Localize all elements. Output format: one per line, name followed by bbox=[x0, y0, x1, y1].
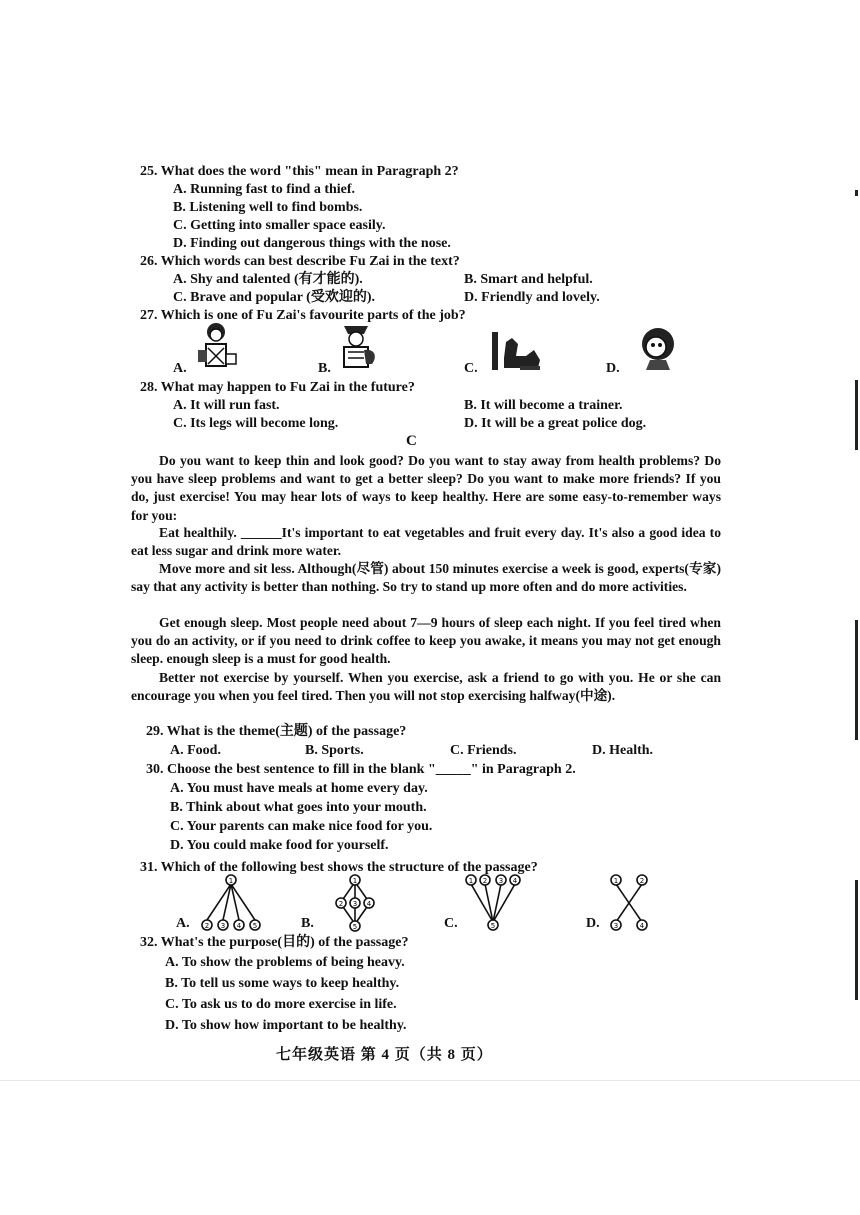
structure-diagram-a bbox=[198, 874, 264, 932]
diagram-node-label: 5 bbox=[352, 923, 358, 931]
passage-paragraph-1-text: Do you want to keep thin and look good? Do you want to stay away from health problems? Do you have sleep problems and want to get a better sleep? Do you want to make more friends? If you do, just exercise! You may hear lots of ways to keep healthy. Here are some easy-to-remember ways for you: bbox=[131, 453, 721, 523]
diagram-node-label: 4 bbox=[639, 922, 645, 930]
question-31-option-c: C. bbox=[444, 916, 458, 931]
question-29-option-d: D. Health. bbox=[592, 743, 654, 758]
question-25-option-b: B. Listening well to find bombs. bbox=[173, 200, 363, 215]
diagram-node-label: 3 bbox=[498, 877, 504, 885]
question-30-option-b: B. Think about what goes into your mouth. bbox=[170, 800, 427, 815]
passage-paragraph-3-text: Move more and sit less. Although(尽管) about 150 minutes exercise a week is good, experts(专家) say that any activity is better than nothing. So try to stand up more often and do more activities. bbox=[131, 561, 721, 595]
question-31-stem: 31. Which of the following best shows the structure of the passage? bbox=[140, 860, 538, 875]
diagram-node-label: 2 bbox=[338, 900, 344, 908]
diagram-node-label: 1 bbox=[613, 877, 619, 885]
section-heading: C bbox=[406, 433, 417, 449]
scan-edge-mark bbox=[855, 380, 858, 450]
question-26-stem: 26. Which words can best describe Fu Zai in the text? bbox=[140, 254, 460, 269]
diagram-node-label: 4 bbox=[366, 900, 372, 908]
question-29-option-c: C. Friends. bbox=[450, 743, 517, 758]
person-cartoon-icon bbox=[196, 320, 238, 372]
question-25-option-a: A. Running fast to find a thief. bbox=[173, 182, 356, 197]
passage-paragraph-5 bbox=[131, 669, 721, 705]
question-28-option-a: A. It will run fast. bbox=[173, 398, 280, 413]
diagram-node-label: 3 bbox=[352, 900, 358, 908]
passage-paragraph-3 bbox=[131, 560, 721, 596]
question-32-option-b: B. To tell us some ways to keep healthy. bbox=[165, 976, 400, 991]
diagram-node-label: 5 bbox=[252, 922, 258, 930]
passage-paragraph-2-text: Eat healthily. ______It's important to eat vegetables and fruit every day. It's also a good idea to eat less sugar and drink more water. bbox=[131, 525, 721, 559]
question-26-option-d: D. Friendly and lovely. bbox=[464, 290, 600, 305]
question-26-option-c: C. Brave and popular (受欢迎的). bbox=[173, 290, 375, 305]
question-27-option-d: D. bbox=[606, 361, 620, 376]
question-25-stem: 25. What does the word "this" mean in Paragraph 2? bbox=[140, 164, 459, 179]
passage-paragraph-4 bbox=[131, 614, 721, 669]
question-28-option-b: B. It will become a trainer. bbox=[464, 398, 623, 413]
question-30-option-c: C. Your parents can make nice food for you. bbox=[170, 819, 433, 834]
question-27-option-b: B. bbox=[318, 361, 331, 376]
question-31-option-a: A. bbox=[176, 916, 190, 931]
diagram-node-label: 4 bbox=[512, 877, 518, 885]
person-with-dog-icon bbox=[334, 322, 378, 372]
question-27-stem: 27. Which is one of Fu Zai's favourite parts of the job? bbox=[140, 308, 466, 323]
scan-divider bbox=[0, 1080, 860, 1081]
passage-paragraph-2 bbox=[131, 524, 721, 560]
scan-edge-mark bbox=[855, 620, 858, 740]
diagram-node-label: 3 bbox=[613, 922, 619, 930]
structure-diagram-c bbox=[464, 874, 522, 932]
question-32-option-d: D. To show how important to be healthy. bbox=[165, 1018, 407, 1033]
dog-scene-icon bbox=[490, 332, 542, 372]
structure-diagram-b bbox=[330, 874, 380, 932]
diagram-node-label: 1 bbox=[468, 877, 474, 885]
passage-paragraph-5-text: Better not exercise by yourself. When you exercise, ask a friend to go with you. He or she can encourage you when you feel tired. Then you will not stop exercising halfway(中途). bbox=[131, 670, 721, 704]
question-25-option-d: D. Finding out dangerous things with the nose. bbox=[173, 236, 451, 251]
scan-edge-mark bbox=[855, 880, 858, 1000]
question-27-option-a: A. bbox=[173, 361, 187, 376]
question-30-stem: 30. Choose the best sentence to fill in the blank "_____" in Paragraph 2. bbox=[146, 762, 576, 777]
diagram-node-label: 1 bbox=[228, 877, 234, 885]
page-footer: 七年级英语 第 4 页（共 8 页） bbox=[276, 1047, 493, 1063]
diagram-node-label: 4 bbox=[236, 922, 242, 930]
diagram-node-label: 5 bbox=[490, 922, 496, 930]
question-28-option-c: C. Its legs will become long. bbox=[173, 416, 339, 431]
question-29-option-a: A. Food. bbox=[170, 743, 221, 758]
question-25-option-c: C. Getting into smaller space easily. bbox=[173, 218, 386, 233]
question-32-stem: 32. What's the purpose(目的) of the passage? bbox=[140, 935, 409, 950]
question-31-option-b: B. bbox=[301, 916, 314, 931]
question-28-stem: 28. What may happen to Fu Zai in the future? bbox=[140, 380, 415, 395]
question-29-stem: 29. What is the theme(主题) of the passage? bbox=[146, 724, 407, 739]
question-26-option-a: A. Shy and talented (有才能的). bbox=[173, 272, 363, 287]
diagram-node-label: 2 bbox=[204, 922, 210, 930]
question-31-option-d: D. bbox=[586, 916, 600, 931]
diagram-node-label: 2 bbox=[639, 877, 645, 885]
question-32-option-a: A. To show the problems of being heavy. bbox=[165, 955, 405, 970]
question-26-option-b: B. Smart and helpful. bbox=[464, 272, 593, 287]
scan-edge-mark bbox=[855, 190, 858, 196]
diagram-node-label: 3 bbox=[220, 922, 226, 930]
question-30-option-a: A. You must have meals at home every day. bbox=[170, 781, 428, 796]
diagram-node-label: 1 bbox=[352, 877, 358, 885]
diagram-node-label: 2 bbox=[482, 877, 488, 885]
question-30-option-d: D. You could make food for yourself. bbox=[170, 838, 389, 853]
question-29-option-b: B. Sports. bbox=[305, 743, 364, 758]
question-27-option-c: C. bbox=[464, 361, 478, 376]
question-32-option-c: C. To ask us to do more exercise in life. bbox=[165, 997, 397, 1012]
structure-diagram-d bbox=[604, 874, 654, 932]
dog-face-icon bbox=[636, 322, 678, 372]
question-28-option-d: D. It will be a great police dog. bbox=[464, 416, 647, 431]
passage-paragraph-1 bbox=[131, 452, 721, 525]
passage-paragraph-4-text: Get enough sleep. Most people need about 7—9 hours of sleep each night. If you feel tired when you do an activity, or if you need to drink coffee to keep you awake, it means you may not get enough sleep. enough sleep is a must for good health. bbox=[131, 615, 721, 667]
